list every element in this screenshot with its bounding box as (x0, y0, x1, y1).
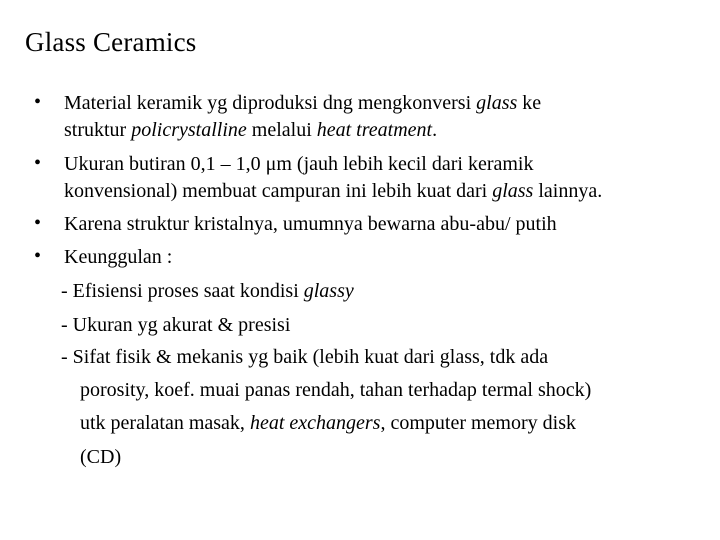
sub-item-3-continuation-1: porosity, koef. muai panas rendah, tahan terhadap termal shock) (80, 379, 592, 401)
slide-title: Glass Ceramics (25, 27, 197, 57)
bullet-1-line-2: struktur policrystalline melalui heat treatment. (64, 119, 438, 141)
bullet-marker: • (34, 152, 42, 174)
bullet-marker: • (34, 91, 42, 113)
bullet-3-line-1: Karena struktur kristalnya, umumnya bewarna abu-abu/ putih (64, 213, 557, 235)
bullet-marker: • (34, 245, 42, 267)
sub-item-3-continuation-2: utk peralatan masak, heat exchangers, computer memory disk (80, 412, 576, 434)
sub-item-3-continuation-3: (CD) (80, 446, 122, 468)
bullet-2-line-1: Ukuran butiran 0,1 – 1,0 μm (jauh lebih kecil dari keramik (64, 153, 534, 175)
bullet-2-line-2: konvensional) membuat campuran ini lebih kuat dari glass lainnya. (64, 180, 603, 202)
sub-item-3: - Sifat fisik & mekanis yg baik (lebih kuat dari glass, tdk ada (61, 346, 549, 368)
bullet-marker: • (34, 212, 42, 234)
bullet-1-line-1: Material keramik yg diproduksi dng mengkonversi glass ke (64, 92, 542, 114)
sub-item-2: - Ukuran yg akurat & presisi (61, 314, 291, 336)
bullet-4-line-1: Keunggulan : (64, 246, 173, 268)
sub-item-1: - Efisiensi proses saat kondisi glassy (61, 280, 354, 302)
